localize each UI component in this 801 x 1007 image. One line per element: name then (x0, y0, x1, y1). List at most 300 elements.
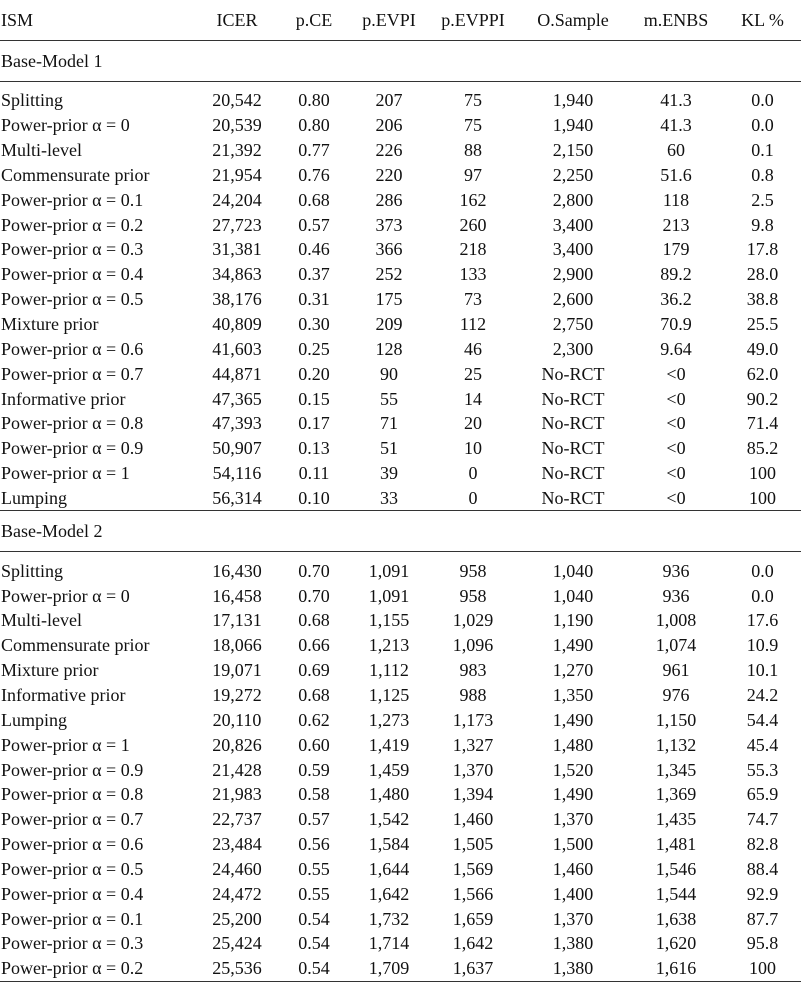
cell-menbs: <0 (666, 388, 686, 409)
cell-pevppi: 75 (464, 115, 482, 136)
cell-pevpi: 1,480 (368, 784, 410, 805)
cell-pevppi: 1,460 (452, 809, 494, 830)
cell-menbs: 41.3 (660, 90, 692, 111)
cell-pevpi: 207 (375, 90, 403, 111)
cell-ism: Commensurate prior (1, 164, 150, 185)
cell-pevpi: 1,542 (368, 809, 410, 830)
cell-pevpi: 206 (375, 115, 403, 136)
cell-ism: Informative prior (1, 388, 126, 409)
cell-menbs: 41.3 (660, 115, 692, 136)
cell-pevppi: 88 (464, 140, 482, 161)
cell-osample: 3,400 (552, 214, 594, 235)
cell-pevppi: 162 (459, 189, 487, 210)
cell-ism: Mixture prior (1, 314, 99, 335)
cell-kl: 71.4 (746, 413, 779, 434)
cell-kl: 0.0 (751, 90, 774, 111)
cell-kl: 95.8 (746, 933, 779, 954)
column-header-pevpi: p.EVPI (350, 0, 428, 41)
cell-menbs: 1,546 (655, 858, 697, 879)
cell-kl: 10.9 (746, 635, 779, 656)
cell-pce: 0.17 (298, 413, 330, 434)
cell-osample: 3,400 (552, 239, 594, 260)
cell-pevpi: 1,709 (350, 956, 428, 981)
cell-icer: 19,272 (212, 684, 262, 705)
cell-osample: No-RCT (541, 363, 605, 384)
cell-osample: 2,250 (552, 164, 594, 185)
cell-ism: Power-prior α = 0.3 (1, 933, 144, 954)
cell-pevpi: 1,091 (368, 585, 410, 606)
cell-pevpi: 1,273 (368, 709, 410, 730)
cell-icer: 20,542 (212, 90, 262, 111)
cell-pevppi: 25 (464, 363, 482, 384)
cell-osample: 1,480 (552, 734, 594, 755)
cell-pce: 0.76 (298, 164, 330, 185)
cell-osample: 1,380 (518, 956, 628, 981)
column-header-pevppi: p.EVPPI (428, 0, 518, 41)
cell-osample: 1,370 (552, 809, 594, 830)
cell-pce: 0.31 (298, 289, 330, 310)
cell-ism: Power-prior α = 0.4 (1, 883, 144, 904)
cell-pevpi: 175 (375, 289, 403, 310)
cell-ism: Power-prior α = 1 (1, 734, 130, 755)
table-row (0, 336, 801, 361)
cell-pevppi: 1,173 (452, 709, 494, 730)
cell-menbs: 89.2 (660, 264, 692, 285)
table-row (0, 163, 801, 188)
cell-kl: 74.7 (746, 809, 779, 830)
column-header-pce: p.CE (278, 0, 350, 41)
cell-pevppi: 0 (468, 487, 478, 508)
cell-pevppi: 20 (464, 413, 482, 434)
cell-kl: 38.8 (746, 289, 779, 310)
cell-ism: Lumping (1, 487, 67, 508)
cell-osample: No-RCT (541, 438, 605, 459)
cell-ism: Power-prior α = 0.4 (1, 264, 144, 285)
cell-menbs: 60 (667, 140, 685, 161)
cell-pce: 0.62 (298, 709, 330, 730)
table-row (0, 187, 801, 212)
cell-icer: 40,809 (212, 314, 262, 335)
cell-ism: Informative prior (1, 684, 126, 705)
cell-menbs: 179 (662, 239, 690, 260)
cell-pce: 0.69 (298, 660, 330, 681)
cell-pevpi: 1,714 (368, 933, 410, 954)
cell-pevppi: 97 (464, 164, 482, 185)
cell-pce: 0.15 (298, 388, 330, 409)
cell-osample: 1,270 (552, 660, 594, 681)
cell-pce: 0.68 (298, 684, 330, 705)
cell-pce: 0.59 (298, 759, 330, 780)
group-header-row (0, 511, 801, 552)
cell-icer: 31,381 (212, 239, 262, 260)
cell-pevpi: 71 (380, 413, 398, 434)
cell-menbs: <0 (666, 438, 686, 459)
cell-osample: 1,380 (552, 933, 594, 954)
cell-pce: 0.58 (298, 784, 330, 805)
cell-osample: 2,750 (552, 314, 594, 335)
cell-pevppi: 1,637 (428, 956, 518, 981)
cell-ism: Power-prior α = 0.8 (1, 784, 144, 805)
cell-menbs: 1,369 (655, 784, 697, 805)
cell-pevppi: 1,659 (452, 908, 494, 929)
cell-icer: 56,314 (212, 487, 262, 508)
cell-pevppi: 988 (459, 684, 487, 705)
cell-pce: 0.20 (298, 363, 330, 384)
cell-kl: 0.0 (751, 585, 774, 606)
cell-kl: 10.1 (746, 660, 779, 681)
cell-menbs: 9.64 (660, 338, 692, 359)
table-row (0, 82, 801, 113)
cell-osample: 1,490 (552, 635, 594, 656)
cell-pevpi: 1,732 (368, 908, 410, 929)
cell-osample: 1,520 (552, 759, 594, 780)
cell-pevppi: 1,505 (452, 834, 494, 855)
cell-menbs: 936 (662, 560, 690, 581)
cell-ism: Commensurate prior (1, 635, 150, 656)
cell-icer: 25,424 (212, 933, 262, 954)
cell-pevppi: 73 (464, 289, 482, 310)
cell-pevppi: 1,569 (452, 858, 494, 879)
cell-pce: 0.25 (298, 338, 330, 359)
cell-menbs: 1,544 (655, 883, 697, 904)
cell-pevpi: 1,155 (368, 610, 410, 631)
group-title: Base-Model 2 (0, 511, 801, 552)
table-body (0, 41, 801, 982)
table-row (0, 658, 801, 683)
cell-menbs: 1,150 (655, 709, 697, 730)
cell-menbs: 213 (662, 214, 690, 235)
table-row (0, 732, 801, 757)
cell-ism: Power-prior α = 0.1 (1, 908, 144, 929)
cell-ism: Power-prior α = 0.8 (1, 413, 144, 434)
cell-pevppi: 1,370 (452, 759, 494, 780)
table-row (0, 312, 801, 337)
cell-icer: 25,536 (196, 956, 278, 981)
cell-ism: Power-prior α = 0.2 (0, 956, 196, 981)
cell-icer: 27,723 (212, 214, 262, 235)
cell-icer: 20,539 (212, 115, 262, 136)
cell-pevpi: 1,644 (368, 858, 410, 879)
cell-pevppi: 1,096 (452, 635, 494, 656)
table-row (0, 113, 801, 138)
column-header-kl: KL % (724, 0, 801, 41)
cell-osample: 1,040 (552, 585, 594, 606)
cell-menbs: 118 (662, 189, 690, 210)
cell-ism: Power-prior α = 0 (1, 115, 130, 136)
cell-osample: No-RCT (541, 487, 605, 508)
cell-ism: Power-prior α = 0.5 (1, 858, 144, 879)
cell-kl: 85.2 (746, 438, 779, 459)
cell-kl: 54.4 (746, 709, 779, 730)
cell-pevpi: 366 (375, 239, 403, 260)
cell-pevpi: 1,642 (368, 883, 410, 904)
cell-pevppi: 10 (464, 438, 482, 459)
cell-ism: Lumping (1, 709, 67, 730)
cell-kl: 88.4 (746, 858, 779, 879)
cell-icer: 54,116 (212, 463, 262, 484)
cell-menbs: 1,435 (655, 809, 697, 830)
cell-pevppi: 14 (464, 388, 482, 409)
cell-menbs: <0 (666, 463, 686, 484)
cell-pce: 0.70 (298, 585, 330, 606)
cell-menbs: 976 (662, 684, 690, 705)
column-header-ism: ISM (0, 0, 196, 41)
cell-ism: Power-prior α = 0.9 (1, 759, 144, 780)
cell-pevppi: 0 (468, 463, 478, 484)
cell-pce: 0.57 (298, 214, 330, 235)
cell-osample: 1,500 (552, 834, 594, 855)
cell-osample: No-RCT (541, 388, 605, 409)
cell-pce: 0.13 (298, 438, 330, 459)
cell-menbs: 70.9 (660, 314, 692, 335)
cell-ism: Multi-level (1, 610, 82, 631)
cell-pevppi: 218 (459, 239, 487, 260)
cell-menbs: 36.2 (660, 289, 692, 310)
cell-kl: 45.4 (746, 734, 779, 755)
cell-pce: 0.54 (298, 908, 330, 929)
table-row (0, 906, 801, 931)
cell-ism: Splitting (1, 560, 64, 581)
cell-pce: 0.37 (298, 264, 330, 285)
table-row (0, 608, 801, 633)
cell-icer: 41,603 (212, 338, 262, 359)
cell-pevpi: 33 (380, 487, 398, 508)
cell-kl: 90.2 (746, 388, 779, 409)
cell-icer: 21,954 (212, 164, 262, 185)
cell-menbs: 1,481 (655, 834, 697, 855)
cell-ism: Power-prior α = 0.9 (1, 438, 144, 459)
cell-icer: 21,392 (212, 140, 262, 161)
cell-osample: 2,300 (552, 338, 594, 359)
table-row (0, 683, 801, 708)
cell-pevpi: 1,213 (368, 635, 410, 656)
table-row (0, 212, 801, 237)
cell-pce: 0.66 (298, 635, 330, 656)
table-row (0, 386, 801, 411)
table-row (0, 361, 801, 386)
column-header-icer: ICER (196, 0, 278, 41)
cell-icer: 20,110 (212, 709, 262, 730)
cell-osample: No-RCT (541, 463, 605, 484)
cell-kl: 17.8 (746, 239, 779, 260)
cell-kl: 9.8 (751, 214, 774, 235)
cell-pevppi: 1,327 (452, 734, 494, 755)
cell-icer: 18,066 (212, 635, 262, 656)
cell-pevpi: 209 (375, 314, 403, 335)
cell-osample: 1,460 (552, 858, 594, 879)
table-row (0, 856, 801, 881)
cell-pevppi: 46 (464, 338, 482, 359)
cell-menbs: 936 (662, 585, 690, 606)
cell-pevppi: 133 (459, 264, 487, 285)
cell-pevpi: 1,112 (369, 660, 409, 681)
table-header (0, 0, 801, 41)
cell-ism: Power-prior α = 0.7 (1, 363, 144, 384)
table-row (0, 583, 801, 608)
cell-osample: No-RCT (541, 413, 605, 434)
cell-menbs: 1,132 (655, 734, 697, 755)
table-row (0, 757, 801, 782)
cell-pce: 0.60 (298, 734, 330, 755)
cell-kl: 0.8 (751, 164, 774, 185)
cell-icer: 44,871 (212, 363, 262, 384)
table-row (0, 262, 801, 287)
cell-ism: Mixture prior (1, 660, 99, 681)
cell-pevpi: 226 (375, 140, 403, 161)
cell-pce: 0.54 (278, 956, 350, 981)
cell-ism: Power-prior α = 0 (1, 585, 130, 606)
cell-menbs: 1,616 (628, 956, 724, 981)
cell-pce: 0.56 (298, 834, 330, 855)
cell-pevpi: 286 (375, 189, 403, 210)
cell-icer: 21,428 (212, 759, 262, 780)
cell-icer: 23,484 (212, 834, 262, 855)
table-row (0, 552, 801, 583)
cell-osample: 1,400 (552, 883, 594, 904)
cell-pce: 0.77 (298, 140, 330, 161)
cell-osample: 2,150 (552, 140, 594, 161)
cell-ism: Multi-level (1, 140, 82, 161)
cell-pevppi: 260 (459, 214, 487, 235)
cell-ism: Power-prior α = 0.3 (1, 239, 144, 260)
table-row (0, 461, 801, 486)
cell-menbs: 961 (662, 660, 690, 681)
cell-ism: Power-prior α = 1 (1, 463, 130, 484)
table-row (0, 237, 801, 262)
cell-osample: 1,940 (552, 115, 594, 136)
cell-menbs: 1,638 (655, 908, 697, 929)
cell-pevpi: 1,459 (368, 759, 410, 780)
cell-pevppi: 958 (459, 560, 487, 581)
cell-ism: Power-prior α = 0.1 (1, 189, 144, 210)
table-row (0, 287, 801, 312)
cell-icer: 38,176 (212, 289, 262, 310)
cell-kl: 49.0 (746, 338, 779, 359)
cell-kl: 87.7 (746, 908, 779, 929)
cell-kl: 65.9 (746, 784, 779, 805)
cell-menbs: 1,008 (655, 610, 697, 631)
cell-pce: 0.11 (298, 463, 330, 484)
cell-icer: 16,458 (212, 585, 262, 606)
cell-pce: 0.55 (298, 883, 330, 904)
cell-icer: 25,200 (212, 908, 262, 929)
cell-kl: 100 (724, 956, 801, 981)
cell-pevppi: 1,394 (452, 784, 494, 805)
cell-menbs: 1,620 (655, 933, 697, 954)
table-row (0, 707, 801, 732)
cell-pce: 0.54 (298, 933, 330, 954)
cell-pce: 0.68 (298, 189, 330, 210)
header-row (0, 0, 801, 41)
cell-osample: 1,040 (552, 560, 594, 581)
cell-pevppi: 1,566 (452, 883, 494, 904)
cell-kl: 28.0 (746, 264, 779, 285)
table-row (0, 436, 801, 461)
cell-kl: 0.1 (751, 140, 774, 161)
table-row (0, 881, 801, 906)
cell-pevpi: 51 (380, 438, 398, 459)
cell-menbs: <0 (666, 487, 686, 508)
cell-pce: 0.70 (298, 560, 330, 581)
cell-kl: 100 (749, 463, 776, 484)
cell-kl: 100 (749, 487, 776, 508)
cell-osample: 2,600 (552, 289, 594, 310)
group-header-row (0, 41, 801, 82)
cell-osample: 1,490 (552, 709, 594, 730)
cell-ism: Splitting (1, 90, 64, 111)
cell-ism: Power-prior α = 0.5 (1, 289, 144, 310)
cell-pevpi: 90 (380, 363, 398, 384)
cell-ism: Power-prior α = 0.6 (1, 834, 144, 855)
table-row (0, 832, 801, 857)
cell-menbs: <0 (666, 413, 686, 434)
cell-osample: 1,370 (552, 908, 594, 929)
cell-pevppi: 983 (459, 660, 487, 681)
cell-kl: 0.0 (751, 560, 774, 581)
cell-menbs: <0 (666, 363, 686, 384)
cell-pevpi: 128 (375, 338, 403, 359)
cell-pevpi: 1,584 (368, 834, 410, 855)
cell-osample: 1,350 (552, 684, 594, 705)
cell-icer: 17,131 (212, 610, 262, 631)
cell-icer: 34,863 (212, 264, 262, 285)
table-row (0, 138, 801, 163)
cell-icer: 47,365 (212, 388, 262, 409)
cell-pevppi: 1,642 (452, 933, 494, 954)
cell-osample: 2,900 (552, 264, 594, 285)
cell-icer: 47,393 (212, 413, 262, 434)
cell-pevppi: 1,029 (452, 610, 494, 631)
cell-osample: 1,190 (552, 610, 594, 631)
cell-kl: 17.6 (746, 610, 779, 631)
cell-pevpi: 1,419 (368, 734, 410, 755)
cell-pevpi: 55 (380, 388, 398, 409)
cell-pevpi: 1,091 (368, 560, 410, 581)
cell-pevppi: 112 (459, 314, 487, 335)
cell-kl: 25.5 (746, 314, 779, 335)
cell-kl: 0.0 (751, 115, 774, 136)
cell-kl: 24.2 (746, 684, 779, 705)
cell-icer: 24,204 (212, 189, 262, 210)
cell-icer: 24,472 (212, 883, 262, 904)
cell-icer: 21,983 (212, 784, 262, 805)
table-row (0, 411, 801, 436)
table-row (0, 807, 801, 832)
cell-kl: 82.8 (746, 834, 779, 855)
cell-icer: 22,737 (212, 809, 262, 830)
cell-menbs: 51.6 (660, 164, 692, 185)
cell-osample: 1,490 (552, 784, 594, 805)
table-row (0, 633, 801, 658)
cell-kl: 62.0 (746, 363, 779, 384)
cell-pevpi: 373 (375, 214, 403, 235)
cell-pce: 0.30 (298, 314, 330, 335)
cell-kl: 2.5 (751, 189, 774, 210)
cell-menbs: 1,345 (655, 759, 697, 780)
cell-ism: Power-prior α = 0.7 (1, 809, 144, 830)
cell-icer: 50,907 (212, 438, 262, 459)
cell-pce: 0.68 (298, 610, 330, 631)
cell-kl: 92.9 (746, 883, 779, 904)
cell-pevpi: 39 (380, 463, 398, 484)
group-title: Base-Model 1 (0, 41, 801, 82)
cell-kl: 55.3 (746, 759, 779, 780)
cell-osample: 1,940 (552, 90, 594, 111)
cell-pevppi: 958 (459, 585, 487, 606)
cell-pevpi: 220 (375, 164, 403, 185)
cell-pce: 0.80 (298, 90, 330, 111)
cell-pce: 0.46 (298, 239, 330, 260)
